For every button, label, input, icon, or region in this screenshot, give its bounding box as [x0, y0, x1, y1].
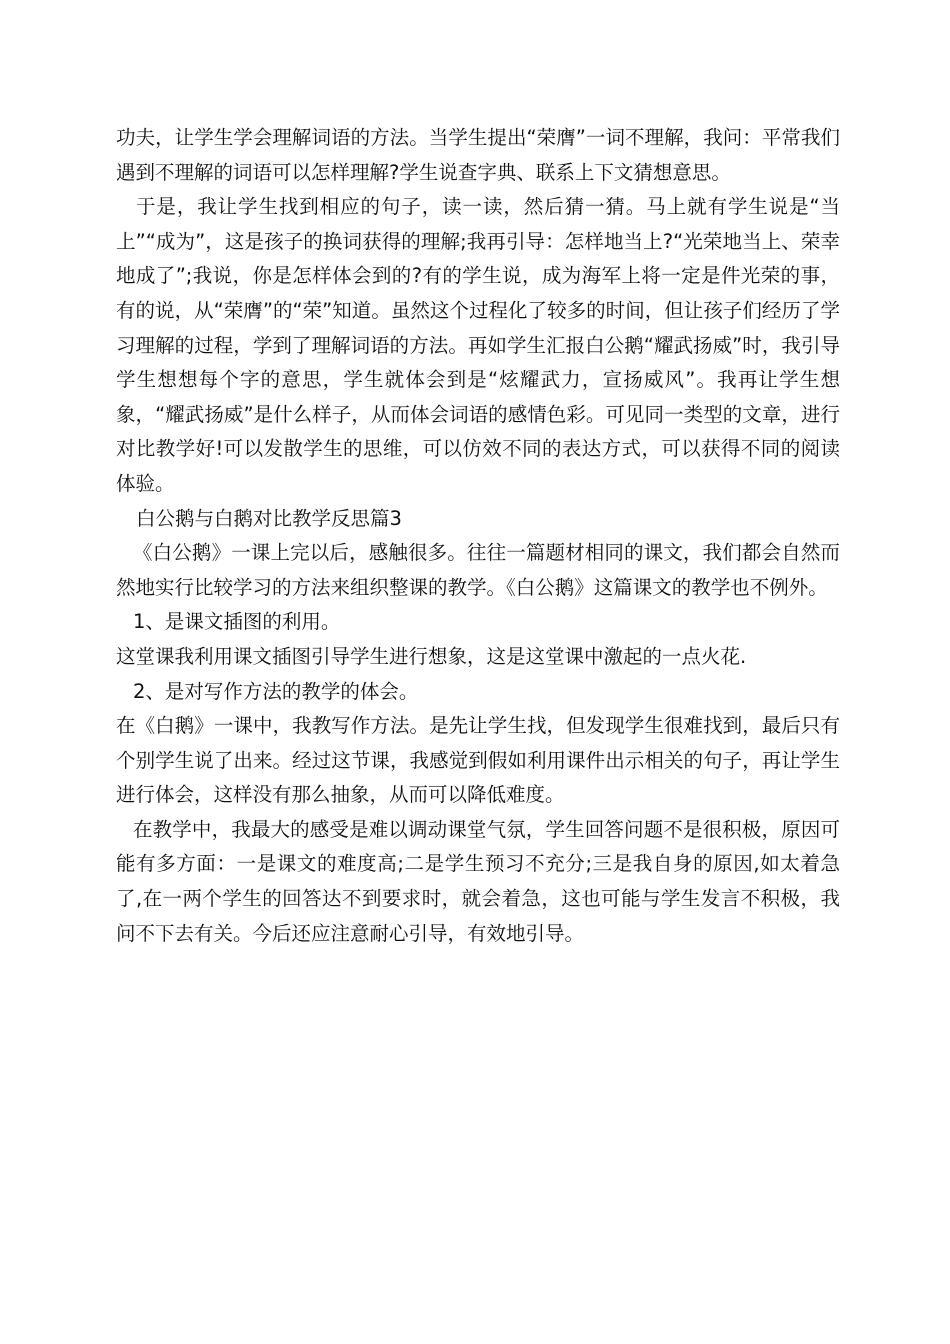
list-item-1: 1、是课文插图的利用。 [133, 610, 341, 634]
paragraph-word-understanding: 于是，我让学生找到相应的句子，读一读，然后猜一猜。马上就有学生说是“当上”“成为”，这是孩子的换词获得的理解;我再引导：怎样地当上?“光荣地当上、荣幸地成了”;我说，你是怎样体会到的?有的学生说，成为海军上将一定是件光荣的事，有的说，从“荣膺”的“荣”知道。虽然这个过程化了较多的时间，但让孩子们经历了学习理解的过程，学到了理解词语的方法。再如学生汇报白公鹅“耀武扬威”时，我引导学生想想每个字的意思，学生就体会到是“炫耀武力，宣扬威风”。我再让学生想象，“耀武扬威”是什么样子，从而体会词语的感情色彩。可见同一类型的文章，进行对比教学好!可以发散学生的思维，可以仿效不同的表达方式，可以获得不同的阅读体验。 [116, 195, 840, 495]
paragraph-reflection: 在教学中，我最大的感受是难以调动课堂气氛，学生回答问题不是很积极，原因可能有多方面：一是课文的难度高;二是学生预习不充分;三是我自身的原因,如太着急了,在一两个学生的回答达不到要求时，就会着急，这也可能与学生发言不积极，我问不下去有关。今后还应注意耐心引导，有效地引导。 [116, 817, 840, 945]
paragraph-writing-method: 在《白鹅》一课中，我教写作方法。是先让学生找，但发现学生很难找到，最后只有个别学生说了出来。经过这节课，我感觉到假如利用课件出示相关的句子，再让学生进行体会，这样没有那么抽象，从而可以降低难度。 [116, 714, 840, 807]
document-body [116, 121, 840, 951]
paragraph-intro: 《白公鹅》一课上完以后，感触很多。往往一篇题材相同的课文，我们都会自然而然地实行比较学习的方法来组织整课的教学。《白公鹅》这篇课文的教学也不例外。 [116, 541, 840, 599]
paragraph-continuation: 功夫，让学生学会理解词语的方法。当学生提出“荣膺”一词不理解，我问：平常我们遇到不理解的词语可以怎样理解?学生说查字典、联系上下文猜想意思。 [116, 126, 840, 184]
section-heading: 白公鹅与白鹅对比教学反思篇3 [136, 506, 402, 530]
paragraph-illustration: 这堂课我利用课文插图引导学生进行想象，这是这堂课中激起的一点火花. [116, 644, 747, 668]
list-item-2: 2、是对写作方法的教学的体会。 [133, 679, 419, 703]
